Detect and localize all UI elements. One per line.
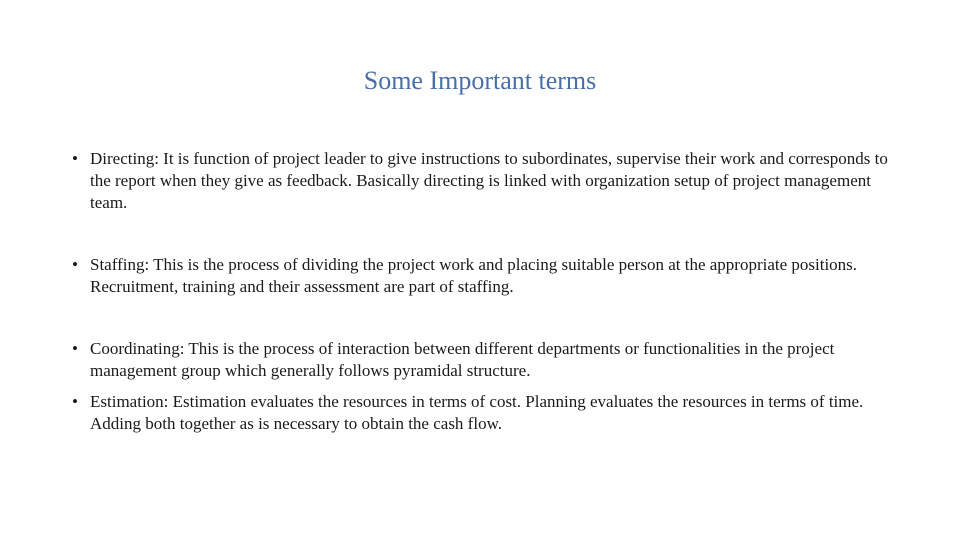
bullet-dot-icon: •: [72, 255, 78, 274]
bullet-item-coordinating: [72, 338, 892, 382]
bullet-item-directing: [72, 148, 892, 214]
bullet-item-staffing: [72, 254, 892, 298]
bullet-dot-icon: •: [72, 392, 78, 411]
bullet-text: Coordinating: This is the process of interaction between different departments or functionalities in the project management group which generally follows pyramidal structure.: [90, 339, 835, 380]
bullet-list: [72, 148, 892, 435]
bullet-text: Directing: It is function of project leader to give instructions to subordinates, supervise their work and corresponds to the report when they give as feedback. Basically directing is linked with organization setup of project management team.: [90, 149, 888, 212]
bullet-dot-icon: •: [72, 339, 78, 358]
bullet-dot-icon: •: [72, 149, 78, 168]
bullet-text: Staffing: This is the process of dividing the project work and placing suitable person at the appropriate positions. Recruitment, training and their assessment are part of staffing.: [90, 255, 858, 296]
bullet-text: Estimation: Estimation evaluates the resources in terms of cost. Planning evaluates the resources in terms of time. Adding both together as is necessary to obtain the cash flow.: [90, 392, 864, 433]
slide-title: Some Important terms: [363, 66, 597, 95]
bullet-item-estimation: [72, 391, 892, 435]
